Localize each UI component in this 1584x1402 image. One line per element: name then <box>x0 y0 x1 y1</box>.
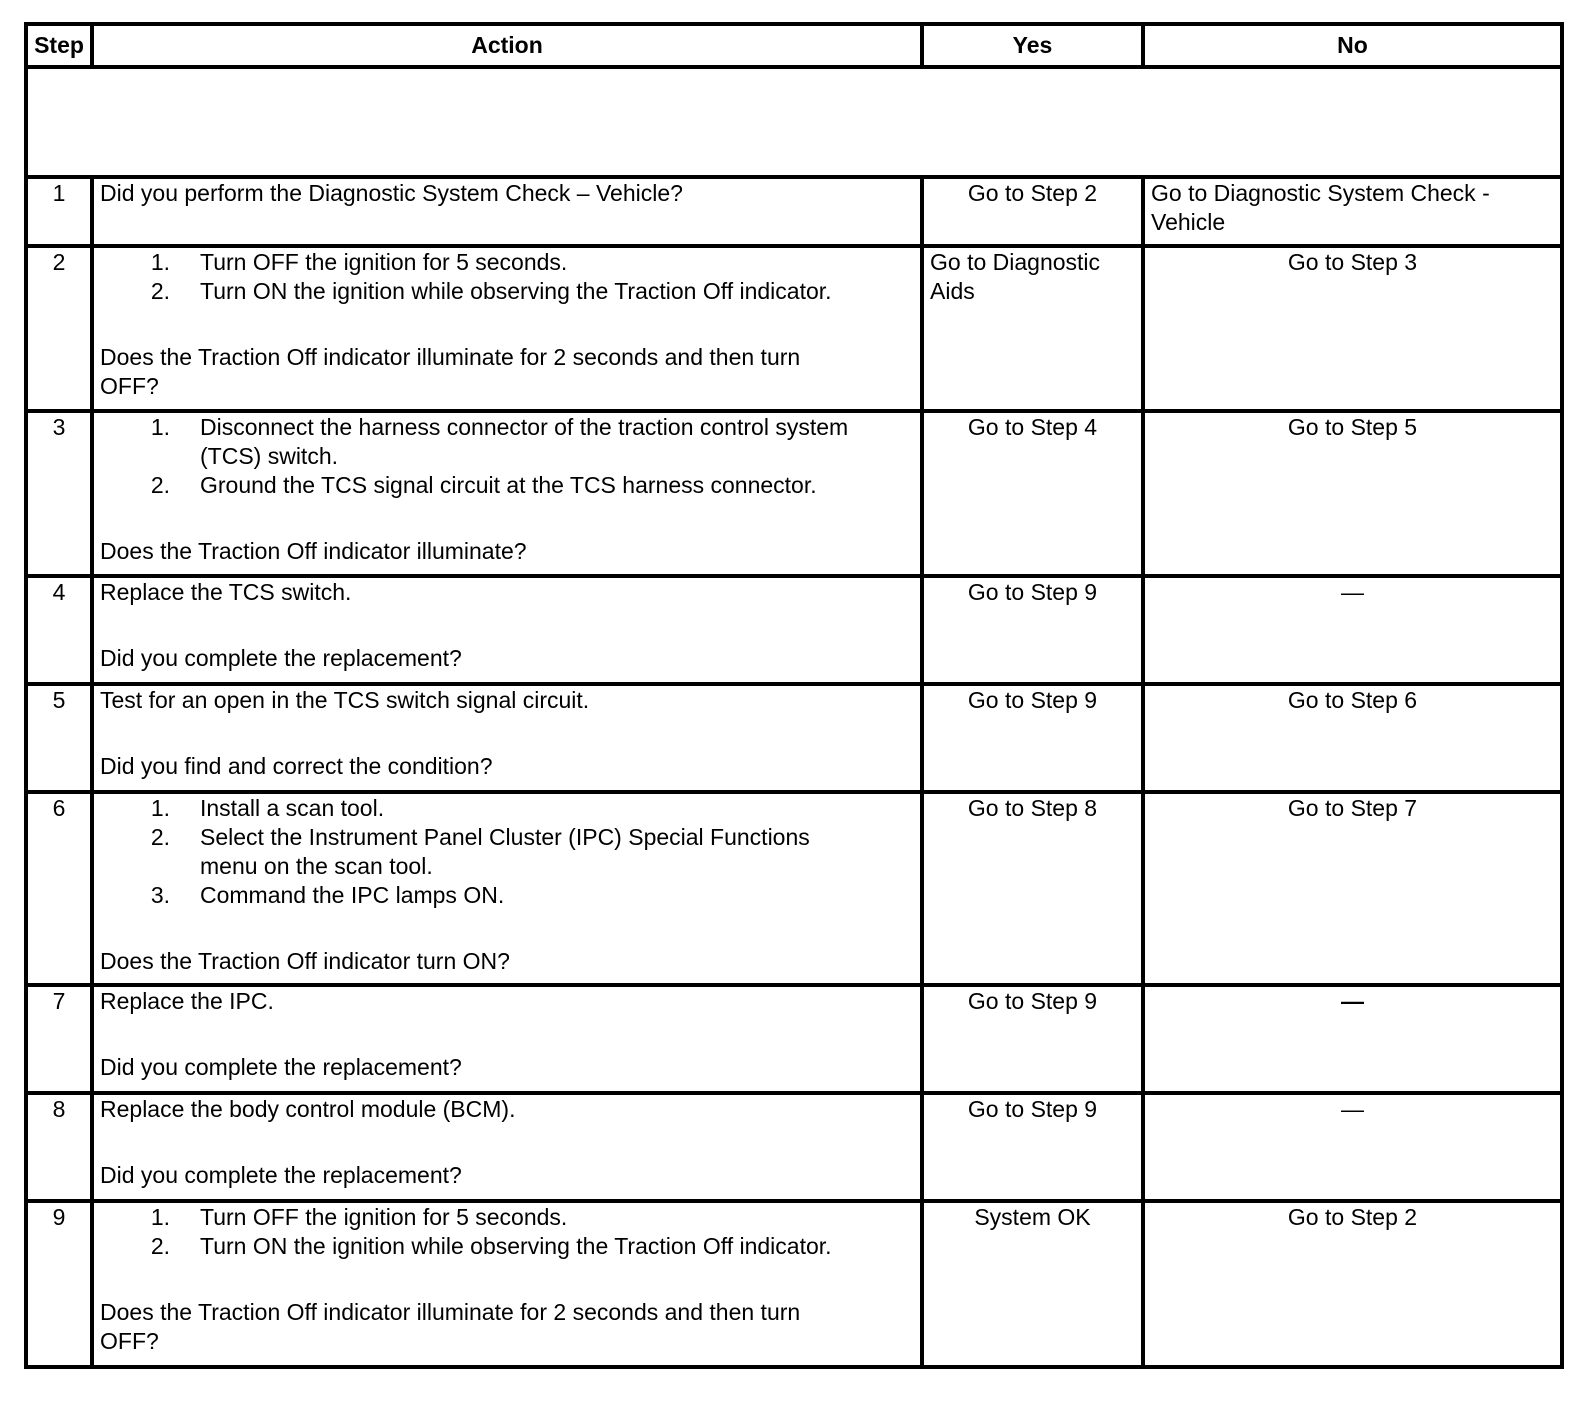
step-number: 5 <box>26 684 92 792</box>
yes-cell: Go to Step 9 <box>922 576 1143 684</box>
action-step-item <box>100 1232 914 1261</box>
action-question: Did you find and correct the condition? <box>100 753 493 779</box>
no-cell-dash: — <box>1143 576 1562 684</box>
no-cell: Go to Step 3 <box>1143 246 1562 411</box>
action-cell <box>92 985 922 1093</box>
action-step-item <box>100 881 914 910</box>
header-step: Step <box>26 24 92 67</box>
step-item-text: Ground the TCS signal circuit at the TCS harness connector. <box>200 472 817 498</box>
action-instruction: Test for an open in the TCS switch signal circuit. <box>100 687 590 713</box>
blank-row <box>26 67 1562 177</box>
table-row <box>26 177 1562 246</box>
step-item-number: 3. <box>150 882 170 908</box>
action-instruction: Did you perform the Diagnostic System Check – Vehicle? <box>100 180 683 206</box>
action-question: Does the Traction Off indicator illuminate for 2 seconds and then turn OFF? <box>100 1299 801 1354</box>
table-row <box>26 1093 1562 1201</box>
step-item-number: 1. <box>150 1204 170 1230</box>
step-number: 6 <box>26 792 92 985</box>
action-question: Does the Traction Off indicator turn ON? <box>100 948 510 974</box>
yes-cell: Go to Step 8 <box>922 792 1143 985</box>
action-steps <box>100 1203 914 1261</box>
yes-cell: Go to Step 9 <box>922 684 1143 792</box>
step-item-number: 1. <box>150 414 170 440</box>
step-number: 3 <box>26 411 92 576</box>
action-question: Does the Traction Off indicator illuminate for 2 seconds and then turn OFF? <box>100 344 801 399</box>
step-item-text: Turn OFF the ignition for 5 seconds. <box>200 1204 568 1230</box>
action-step-item <box>100 471 914 500</box>
action-step-item <box>100 248 914 277</box>
yes-cell: Go to Step 9 <box>922 1093 1143 1201</box>
step-item-text: Install a scan tool. <box>200 795 385 821</box>
step-item-text: Turn ON the ignition while observing the Traction Off indicator. <box>200 1233 832 1259</box>
action-instruction: Replace the body control module (BCM). <box>100 1096 516 1122</box>
step-item-number: 1. <box>150 249 170 275</box>
header-no: No <box>1143 24 1562 67</box>
step-number: 2 <box>26 246 92 411</box>
no-cell: Go to Step 6 <box>1143 684 1562 792</box>
action-step-item <box>100 413 914 471</box>
table-row <box>26 246 1562 411</box>
step-item-text: Turn ON the ignition while observing the Traction Off indicator. <box>200 278 832 304</box>
step-item-number: 2. <box>150 278 170 304</box>
table-row <box>26 684 1562 792</box>
action-cell <box>92 177 922 246</box>
action-steps <box>100 794 914 910</box>
table-row <box>26 792 1562 985</box>
action-steps <box>100 413 914 500</box>
no-cell: Go to Step 5 <box>1143 411 1562 576</box>
action-step-item <box>100 794 914 823</box>
table-row <box>26 985 1562 1093</box>
step-item-text: Command the IPC lamps ON. <box>200 882 505 908</box>
header-action: Action <box>92 24 922 67</box>
step-item-text: Turn OFF the ignition for 5 seconds. <box>200 249 568 275</box>
step-number: 8 <box>26 1093 92 1201</box>
yes-cell: Go to Step 9 <box>922 985 1143 1093</box>
table-row <box>26 411 1562 576</box>
yes-cell: Go to Step 2 <box>922 177 1143 246</box>
header-row <box>26 24 1562 67</box>
step-item-number: 2. <box>150 824 170 850</box>
no-cell: Go to Diagnostic System Check - Vehicle <box>1143 177 1562 246</box>
action-question: Did you complete the replacement? <box>100 1054 462 1080</box>
action-cell <box>92 792 922 985</box>
action-question: Does the Traction Off indicator illuminate? <box>100 538 527 564</box>
action-steps <box>100 248 914 306</box>
no-cell-dash: — <box>1143 1093 1562 1201</box>
no-cell-dash: — <box>1143 985 1562 1093</box>
yes-cell: Go to Step 4 <box>922 411 1143 576</box>
action-step-item <box>100 823 914 881</box>
step-item-text: Disconnect the harness connector of the traction control system (TCS) switch. <box>200 414 849 469</box>
action-instruction: Replace the TCS switch. <box>100 579 352 605</box>
step-number: 9 <box>26 1201 92 1367</box>
action-question: Did you complete the replacement? <box>100 1162 462 1188</box>
step-number: 4 <box>26 576 92 684</box>
header-yes: Yes <box>922 24 1143 67</box>
step-item-number: 2. <box>150 472 170 498</box>
table-row <box>26 576 1562 684</box>
action-cell <box>92 1201 922 1367</box>
action-cell <box>92 411 922 576</box>
step-item-number: 1. <box>150 795 170 821</box>
step-item-number: 2. <box>150 1233 170 1259</box>
no-cell: Go to Step 2 <box>1143 1201 1562 1367</box>
step-number: 7 <box>26 985 92 1093</box>
table-row <box>26 1201 1562 1367</box>
action-instruction: Replace the IPC. <box>100 988 274 1014</box>
step-item-text: Select the Instrument Panel Cluster (IPC) Special Functions menu on the scan tool. <box>200 824 810 879</box>
action-question: Did you complete the replacement? <box>100 645 462 671</box>
no-cell: Go to Step 7 <box>1143 792 1562 985</box>
action-step-item <box>100 277 914 306</box>
action-cell <box>92 684 922 792</box>
diagnostic-table <box>24 22 1564 1369</box>
yes-cell: System OK <box>922 1201 1143 1367</box>
action-step-item <box>100 1203 914 1232</box>
action-cell <box>92 246 922 411</box>
step-number: 1 <box>26 177 92 246</box>
action-cell <box>92 1093 922 1201</box>
action-cell <box>92 576 922 684</box>
yes-cell: Go to Diagnostic Aids <box>922 246 1143 411</box>
blank-cell <box>26 67 1562 177</box>
